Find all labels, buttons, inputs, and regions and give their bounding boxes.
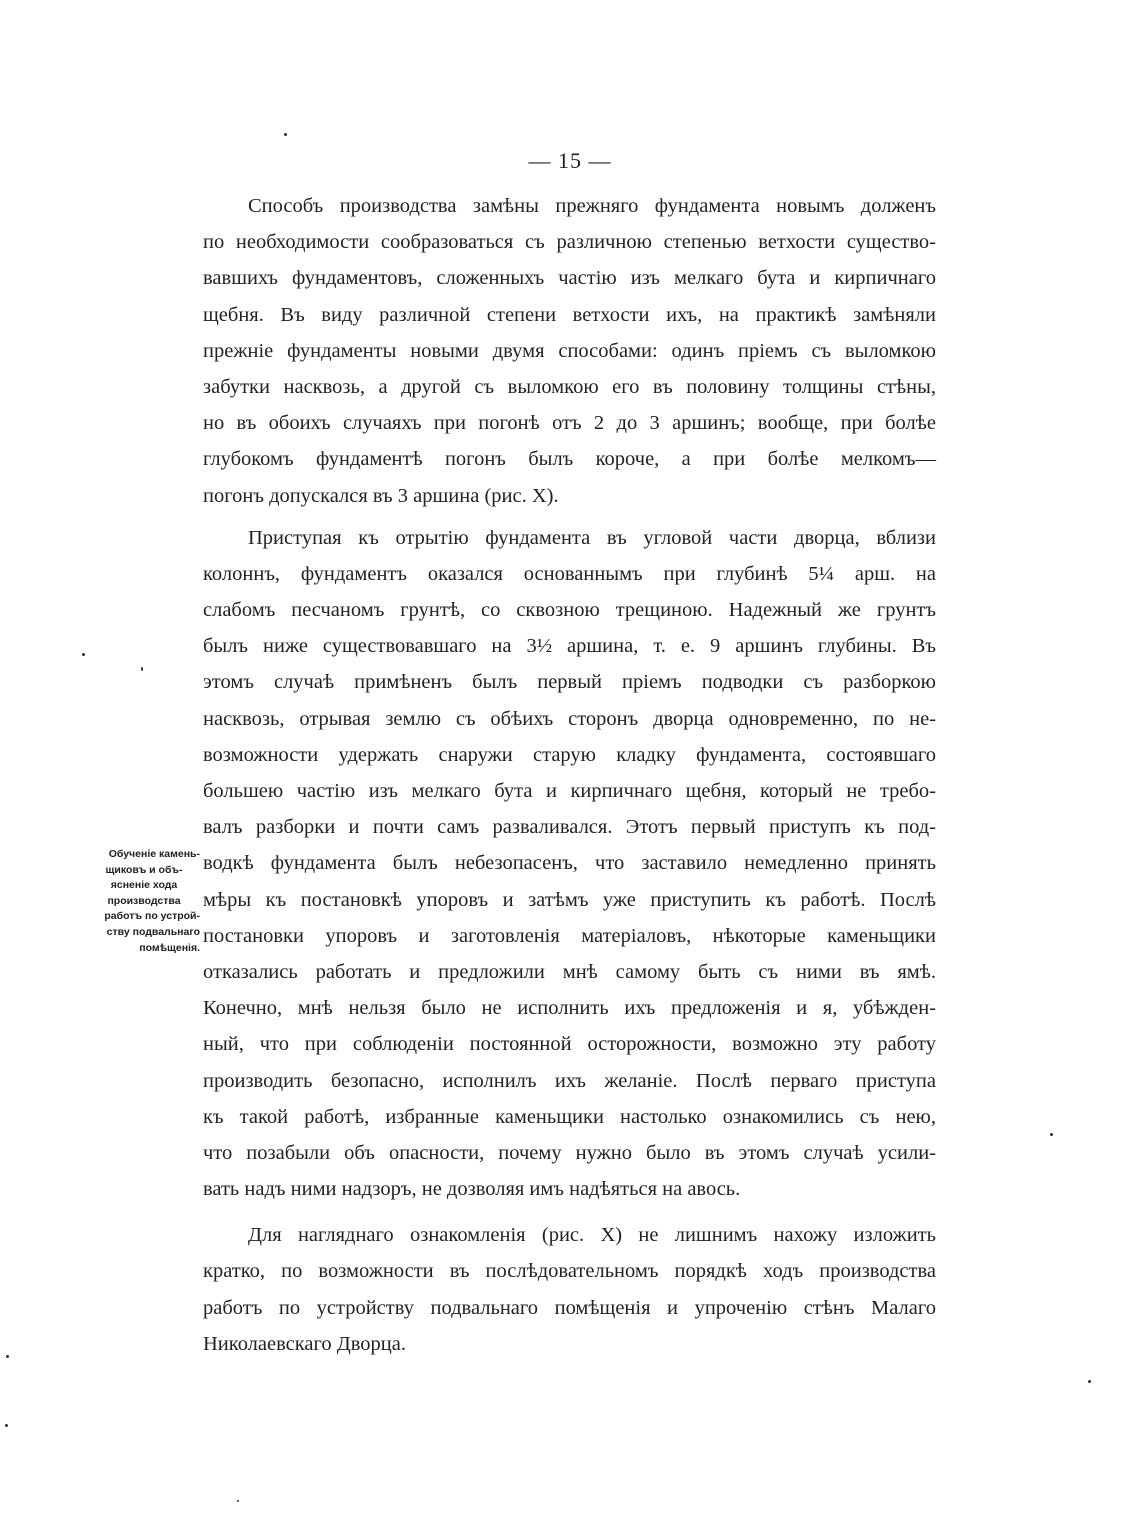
text-line: что позабыли объ опасности, почему нужно было въ этомъ случаѣ усили-	[203, 1141, 936, 1164]
text-line: производить безопасно, исполнилъ ихъ желаніе. Послѣ перваго приступа	[203, 1069, 936, 1092]
sidenote-line: Обученіе камень-	[108, 848, 200, 860]
text-line: возможности удержать снаружи старую кладку фундамента, состоявшаго	[203, 743, 936, 766]
text-line: Конечно, мнѣ нельзя было не исполнить ихъ предложенія и я, убѣжден-	[203, 997, 936, 1020]
text-line: водкѣ фундамента былъ небезопасенъ, что заставило немедленно принять	[203, 852, 936, 875]
paragraph-3	[203, 1217, 936, 1362]
text-line: забутки насквозь, а другой съ выломкою его въ половину толщины стѣны,	[203, 375, 936, 398]
text-line: мѣры къ постановкѣ упоровъ и затѣмъ уже приступить къ работѣ. Послѣ	[203, 888, 936, 911]
body-text	[203, 188, 936, 1366]
text-line: Николаевскаго Дворца.	[203, 1332, 406, 1355]
scan-speck	[1050, 1133, 1053, 1136]
sidenote-line: производства	[107, 894, 181, 907]
text-line: по необходимости сообразоваться съ различною степенью ветхости существо-	[203, 231, 936, 254]
scan-speck	[141, 667, 143, 671]
text-line: колоннъ, фундаментъ оказался основаннымъ при глубинѣ 5¼ арш. на	[203, 562, 936, 585]
scan-speck	[6, 1355, 9, 1358]
text-line: Приступая къ отрытію фундамента въ угловой части дворца, вблизи	[248, 526, 936, 549]
text-line: кратко, по возможности въ послѣдовательномъ порядкѣ ходъ производства	[203, 1260, 936, 1283]
text-line: Для нагляднаго ознакомленія (рис. X) не лишнимъ нахожу изложить	[248, 1224, 936, 1247]
text-line: прежніе фундаменты новыми двумя способами: одинъ пріемъ съ выломкою	[203, 339, 936, 362]
margin-sidenote	[88, 847, 200, 956]
text-line: но въ обоихъ случаяхъ при погонѣ отъ 2 до 3 аршинъ; вообще, при болѣе	[203, 412, 936, 435]
text-line: щебня. Въ виду различной степени ветхости ихъ, на практикѣ замѣняли	[203, 303, 936, 326]
text-line: вавшихъ фундаментовъ, сложенныхъ частію изъ мелкаго бута и кирпичнаго	[203, 267, 936, 290]
page-number: — 15 —	[528, 148, 612, 173]
scan-speck	[237, 1500, 239, 1502]
sidenote-line: помѣщенія.	[139, 941, 200, 954]
text-line: слабомъ песчаномъ грунтѣ, со сквозною трещиною. Надежный же грунтъ	[203, 599, 936, 622]
sidenote-line: щиковъ и объ-	[105, 863, 183, 876]
text-line: ный, что при соблюденіи постоянной осторожности, возможно эту работу	[203, 1033, 936, 1056]
scan-speck	[5, 1424, 8, 1427]
sidenote-line: ству подвальнаго	[106, 925, 200, 938]
text-line: Способъ производства замѣны прежняго фундамента новымъ долженъ	[248, 195, 936, 217]
sidenote-line: ясненіе хода	[110, 879, 178, 892]
text-line: этомъ случаѣ примѣненъ былъ первый пріемъ подводки съ разборкою	[203, 671, 936, 694]
text-line: работъ по устройству подвальнаго помѣщенія и упроченію стѣнъ Малаго	[203, 1296, 936, 1319]
text-line: отказались работать и предложили мнѣ самому быть съ ними въ ямѣ.	[203, 960, 936, 983]
text-line: постановки упоровъ и заготовленія матеріаловъ, нѣкоторые каменьщики	[203, 924, 936, 947]
paragraph-2	[203, 520, 936, 1208]
text-line: вать надъ ними надзоръ, не дозволяя имъ надѣяться на авось.	[203, 1178, 741, 1201]
text-line: глубокомъ фундаментѣ погонъ былъ короче, а при болѣе мелкомъ—	[203, 448, 936, 471]
sidenote-line: работъ по устрой-	[104, 910, 200, 923]
scan-speck	[82, 653, 85, 656]
text-line: большею частію изъ мелкаго бута и кирпичнаго щебня, который не требо-	[203, 780, 936, 802]
scan-speck	[284, 133, 287, 136]
paragraph-1	[203, 188, 936, 514]
text-line: къ такой работѣ, избранные каменьщики настолько ознакомились съ нею,	[203, 1105, 936, 1128]
text-line: насквозь, отрывая землю съ обѣихъ сторонъ дворца одновременно, по не-	[203, 707, 936, 730]
scan-speck	[1088, 1380, 1091, 1383]
text-line: былъ ниже существовавшаго на 3½ аршина, т. е. 9 аршинъ глубины. Въ	[203, 635, 936, 658]
text-line: валъ разборки и почти самъ разваливался. Этотъ первый приступъ къ под-	[203, 816, 936, 839]
text-line: погонъ допускался въ 3 аршина (рис. X).	[203, 484, 559, 507]
